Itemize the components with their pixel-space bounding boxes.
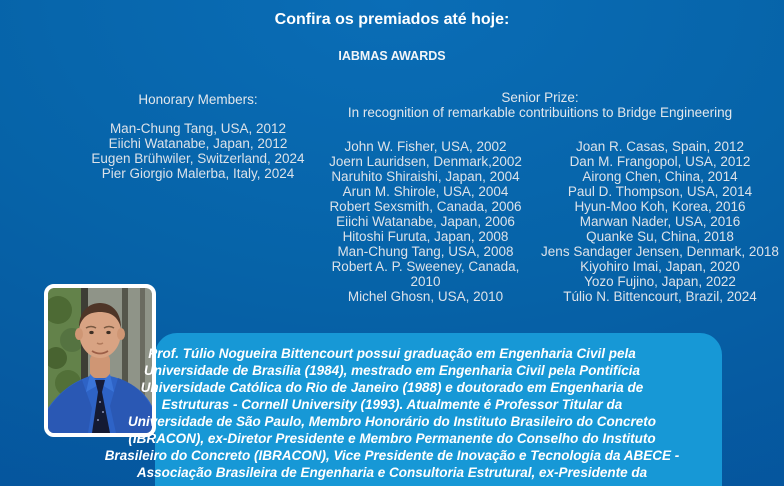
bio-line: (IBRACON), ex-Diretor Presidente e Membro Permanente do Conselho do Instituto (128, 431, 656, 446)
senior-prize-winner: Naruhito Shiraishi, Japan, 2004 (331, 169, 520, 184)
senior-prize-winner: Túlio N. Bittencourt, Brazil, 2024 (563, 289, 757, 304)
senior-prize-winner: Man-Chung Tang, USA, 2008 (337, 244, 514, 259)
senior-prize-winner: Kiyohiro Imai, Japan, 2020 (580, 259, 740, 274)
awards-heading: IABMAS AWARDS (338, 49, 446, 63)
senior-prize-winner: John W. Fisher, USA, 2002 (344, 139, 507, 154)
bio-line: Universidade de Brasília (1984), mestrado em Engenharia Civil pela Pontifícia (144, 363, 640, 378)
senior-prize-winner: Michel Ghosn, USA, 2010 (347, 289, 504, 304)
senior-prize-winner: Robert Sexsmith, Canada, 2006 (329, 199, 522, 214)
honorary-member: Eiichi Watanabe, Japan, 2012 (108, 136, 288, 151)
senior-prize-winner: Airong Chen, China, 2014 (582, 169, 738, 184)
senior-prize-winner: Quanke Su, China, 2018 (586, 229, 734, 244)
senior-prize-list-column-2 (532, 139, 784, 304)
senior-prize-winner: Arun M. Shirole, USA, 2004 (342, 184, 509, 199)
senior-prize-list-column-1 (319, 139, 532, 304)
senior-prize-title: Senior Prize: (501, 90, 579, 105)
senior-prize-header (295, 91, 784, 120)
senior-prize-winner: Hitoshi Furuta, Japan, 2008 (342, 229, 509, 244)
senior-prize-winner: Eiichi Watanabe, Japan, 2006 (336, 214, 515, 229)
honorary-member: Pier Giorgio Malerba, Italy, 2024 (101, 166, 295, 181)
bio-line: Brasileiro do Concreto (IBRACON), Vice Presidente de Inovação e Tecnologia da ABECE - (104, 448, 680, 463)
senior-prize-subtitle: In recognition of remarkable contribuitions to Bridge Engineering (347, 104, 733, 120)
senior-prize-winner: Yozo Fujino, Japan, 2022 (584, 274, 736, 289)
bio-line: Prof. Túlio Nogueira Bittencourt possui graduação em Engenharia Civil pela (148, 346, 636, 361)
senior-prize-winner: Joern Lauridsen, Denmark,2002 (329, 154, 522, 169)
senior-prize-winner: Joan R. Casas, Spain, 2012 (575, 139, 745, 154)
senior-prize-winner: Paul D. Thompson, USA, 2014 (567, 184, 753, 199)
honorary-members-list (58, 121, 338, 181)
bio-line: Estruturas - Cornell University (1993). Atualmente é Professor Titular da (161, 397, 623, 412)
page-title: Confira os premiados até hoje: (274, 11, 510, 28)
honorary-member: Man-Chung Tang, USA, 2012 (109, 121, 287, 136)
senior-prize-winner: Hyun-Moo Koh, Korea, 2016 (574, 199, 746, 214)
honorary-member: Eugen Brühwiler, Switzerland, 2024 (91, 151, 305, 166)
bio-paragraph (22, 345, 762, 481)
bio-line: Universidade de São Paulo, Membro Honorário do Instituto Brasileiro do Concreto (127, 414, 657, 429)
senior-prize-winner: Jens Sandager Jensen, Denmark, 2018 (541, 244, 779, 259)
senior-prize-winner: Dan M. Frangopol, USA, 2012 (569, 154, 751, 169)
bio-line: Associação Brasileira de Engenharia e Consultoria Estrutural, ex-Presidente da (136, 465, 648, 480)
senior-prize-winner: Marwan Nader, USA, 2016 (579, 214, 741, 229)
senior-prize-winner: Robert A. P. Sweeney, Canada, 2010 (331, 259, 520, 289)
honorary-members-header: Honorary Members: (138, 92, 258, 107)
bio-line: Universidade Católica do Rio de Janeiro (1988) e doutorado em Engenharia de (140, 380, 644, 395)
